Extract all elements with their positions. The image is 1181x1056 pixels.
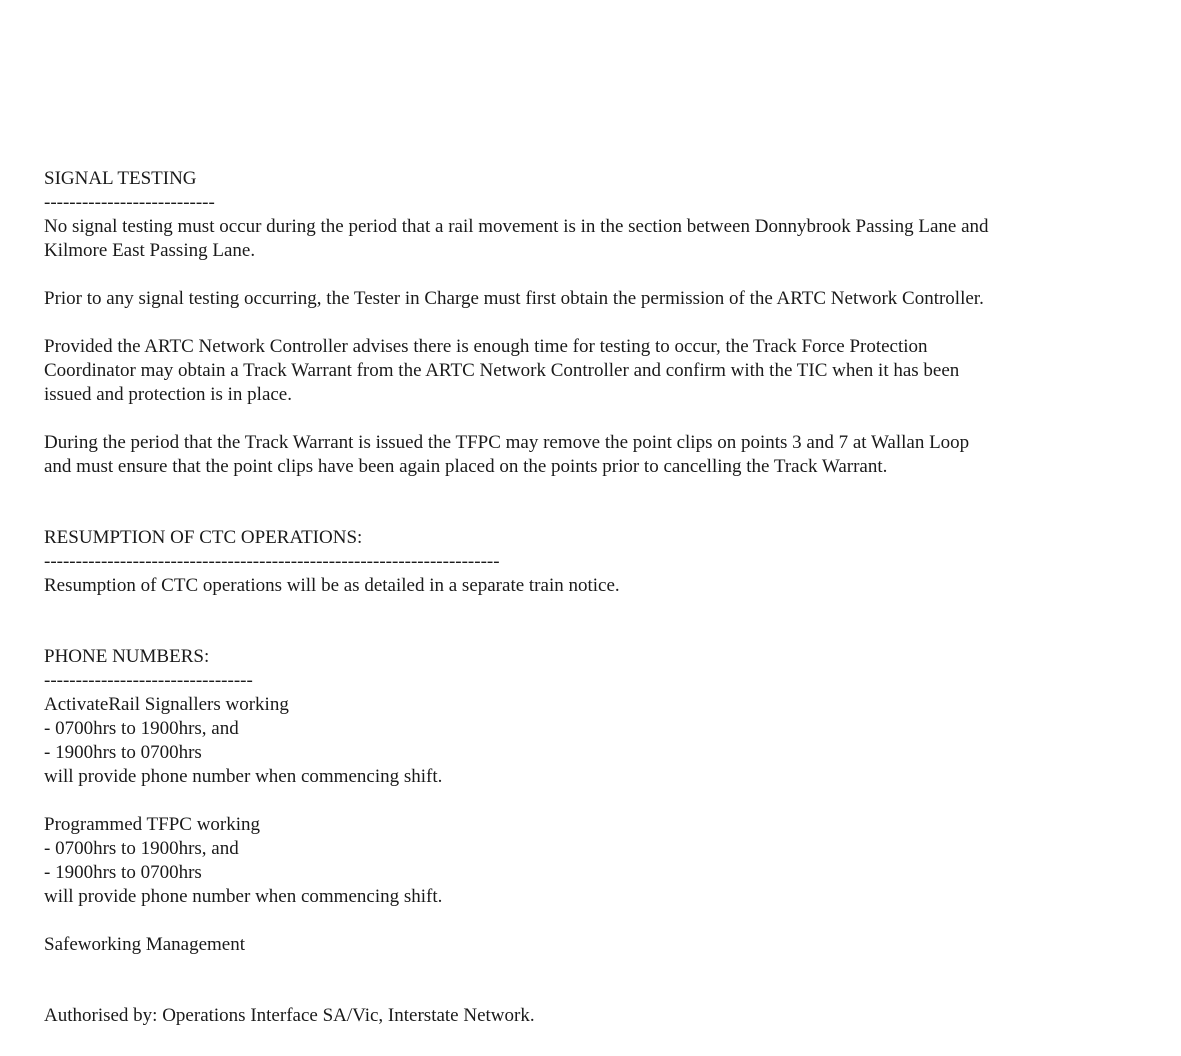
signal-testing-p3-line2: Coordinator may obtain a Track Warrant from the ARTC Network Controller and confirm with the TIC when it has been — [44, 360, 960, 381]
signal-testing-p4-line1: During the period that the Track Warrant is issued the TFPC may remove the point clips on points 3 and 7 at Wallan Loop — [44, 432, 970, 453]
phone-group2-line: will provide phone number when commencing shift. — [44, 886, 443, 907]
signal-testing-heading: SIGNAL TESTING — [44, 168, 197, 189]
phone-rule: --------------------------------- — [44, 670, 253, 691]
resumption-text: Resumption of CTC operations will be as detailed in a separate train notice. — [44, 575, 620, 596]
phone-heading: PHONE NUMBERS: — [44, 646, 210, 667]
spacer — [44, 598, 1154, 645]
signal-testing-p2-line1: Prior to any signal testing occurring, the Tester in Charge must first obtain the permission of the ARTC Network Controller. — [44, 288, 984, 309]
phone-group1-line: - 1900hrs to 0700hrs — [44, 742, 202, 763]
signal-testing-p3-line1: Provided the ARTC Network Controller advises there is enough time for testing to occur, the Track Force Protection — [44, 336, 928, 357]
phone-group1-line: - 0700hrs to 1900hrs, and — [44, 718, 239, 739]
authorised-by: Authorised by: Operations Interface SA/Vic, Interstate Network. — [44, 1005, 535, 1026]
resumption-rule: ------------------------------------------------------------------------ — [44, 551, 500, 572]
document-page — [44, 167, 1154, 1028]
spacer — [44, 909, 1154, 933]
signal-testing-p3-line3: issued and protection is in place. — [44, 384, 292, 405]
resumption-heading: RESUMPTION OF CTC OPERATIONS: — [44, 527, 363, 548]
signal-testing-p4-line2: and must ensure that the point clips have been again placed on the points prior to cancelling the Track Warrant. — [44, 456, 888, 477]
phone-group1-line: ActivateRail Signallers working — [44, 694, 289, 715]
spacer — [44, 957, 1154, 1004]
spacer — [44, 789, 1154, 813]
signal-testing-p1-line2: Kilmore East Passing Lane. — [44, 240, 256, 261]
spacer — [44, 479, 1154, 526]
safeworking-management: Safeworking Management — [44, 934, 246, 955]
signal-testing-p1-line1: No signal testing must occur during the period that a rail movement is in the section between Donnybrook Passing Lane and — [44, 216, 989, 237]
spacer — [44, 263, 1154, 287]
spacer — [44, 407, 1154, 431]
phone-group1-line: will provide phone number when commencing shift. — [44, 766, 443, 787]
phone-group2-line: - 0700hrs to 1900hrs, and — [44, 838, 239, 859]
phone-group2-line: Programmed TFPC working — [44, 814, 261, 835]
phone-group2-line: - 1900hrs to 0700hrs — [44, 862, 202, 883]
spacer — [44, 311, 1154, 335]
signal-testing-rule: --------------------------- — [44, 192, 215, 213]
